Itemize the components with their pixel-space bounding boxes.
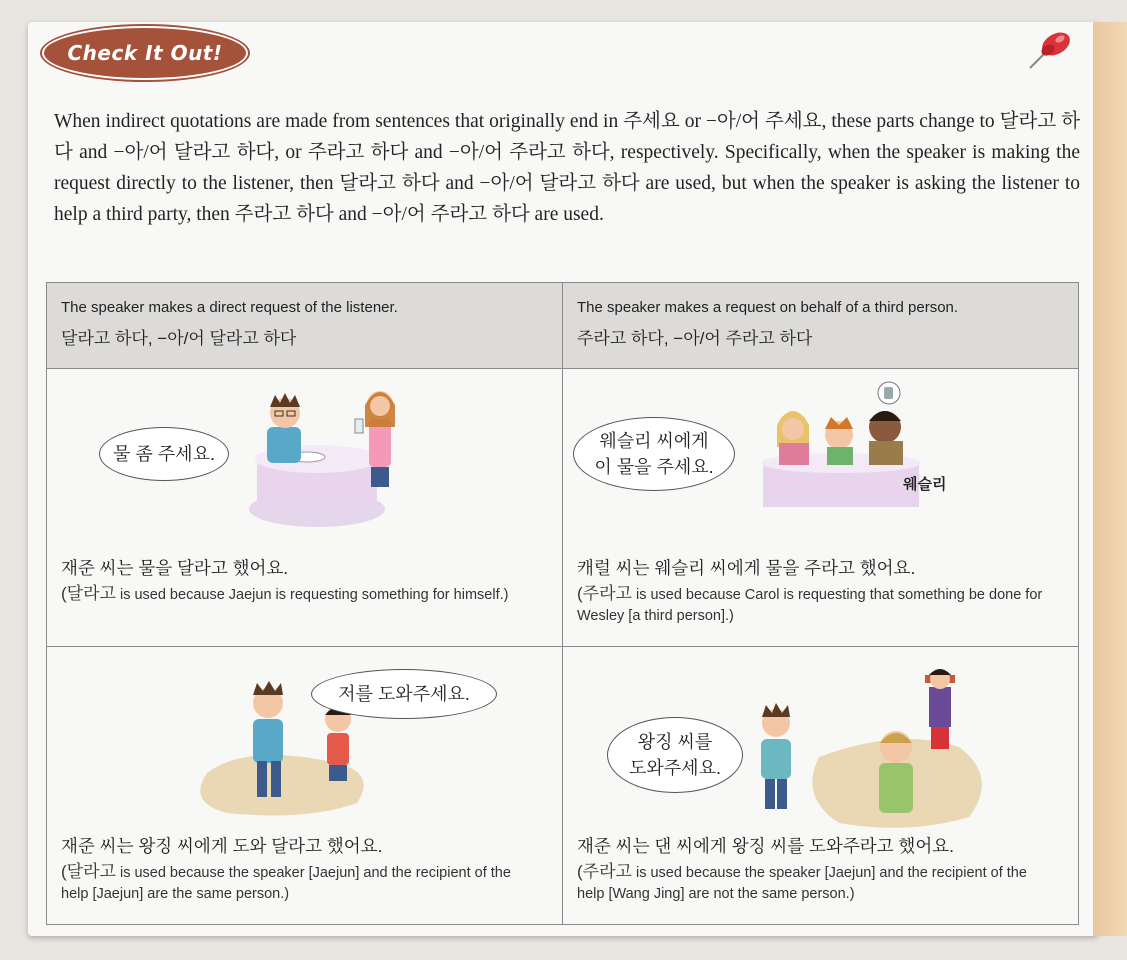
intro-paragraph: When indirect quotations are made from sentences that originally end in 주세요 or −아/어 주세요, these parts change to 달라고 하다 and −아/어 달라고 하다, or 주라고 하다 and −아/어 주라고 하다, respectively. Specifically, when the speaker is making the request directly to the listener, then 달라고 하다 and −아/어 달라고 하다 are used, but when the speaker is asking the listener to help a third party, then 주라고 하다 and −아/어 주라고 하다 are used. [54, 111, 1080, 225]
right-header-en: The speaker makes a request on behalf of a third person. [577, 299, 959, 316]
cell-thirdparty-help [563, 647, 1079, 925]
example-sentence: 재준 씨는 물을 달라고 했어요. [61, 558, 289, 578]
note-english: is used because the speaker [Jaejun] and the recipient of the help [Wang Jing] are not the same person.) [577, 865, 1027, 902]
note-korean: (주라고 [577, 584, 632, 603]
right-header [563, 283, 1079, 369]
speech-bubble [607, 717, 743, 793]
bubble-line-2: 이 물을 주세요. [594, 457, 714, 477]
table-header-row [47, 283, 1079, 369]
cell-direct-help [47, 647, 563, 925]
note-korean: (주라고 [577, 862, 632, 881]
bubble-line-2: 도와주세요. [629, 758, 721, 778]
explanation-note [577, 583, 1061, 627]
note-english: is used because Carol is requesting that something be done for Wesley [a third person].) [577, 587, 1043, 624]
note-english: is used because Jaejun is requesting something for himself.) [115, 587, 509, 603]
left-header [47, 283, 563, 369]
bubble-line-1: 왕징 씨를 [637, 732, 713, 752]
character-label: 웨슬리 [903, 476, 947, 493]
example-sentence: 캐럴 씨는 웨슬리 씨에게 물을 주라고 했어요. [577, 558, 916, 578]
right-header-ko: 주라고 하다, −아/어 주라고 하다 [577, 329, 813, 348]
left-header-en: The speaker makes a direct request of the listener. [61, 299, 398, 316]
note-korean: (달라고 [61, 584, 116, 603]
note-english: is used because the speaker [Jaejun] and the recipient of the help [Jaejun] are the same person.) [61, 865, 511, 902]
bubble-line-1: 웨슬리 씨에게 [599, 431, 709, 451]
speech-bubble [573, 417, 735, 491]
check-it-out-badge [42, 26, 248, 80]
speech-bubble: 물 좀 주세요. [99, 427, 229, 481]
comparison-table [46, 282, 1079, 925]
table-row [47, 647, 1079, 925]
page-edge-stripe [1093, 22, 1127, 936]
cell-thirdparty-wesley [563, 369, 1079, 647]
pushpin-icon [1018, 28, 1078, 82]
explanation-note [577, 861, 1057, 905]
table-row [47, 369, 1079, 647]
explanation-note [61, 583, 551, 606]
illustration-water-request [227, 379, 427, 539]
left-header-ko: 달라고 하다, −아/어 달라고 하다 [61, 329, 297, 348]
illustration-wesley [743, 381, 983, 521]
example-sentence: 재준 씨는 댄 씨에게 왕징 씨를 도와주라고 했어요. [577, 836, 954, 856]
speech-bubble: 저를 도와주세요. [311, 669, 497, 719]
illustration-help-wangjing [759, 667, 999, 837]
cell-direct-water [47, 369, 563, 647]
example-sentence: 재준 씨는 왕징 씨에게 도와 달라고 했어요. [61, 836, 383, 856]
explanation-note [61, 861, 541, 905]
badge-label: Check It Out! [67, 41, 223, 65]
note-korean: (달라고 [61, 862, 116, 881]
